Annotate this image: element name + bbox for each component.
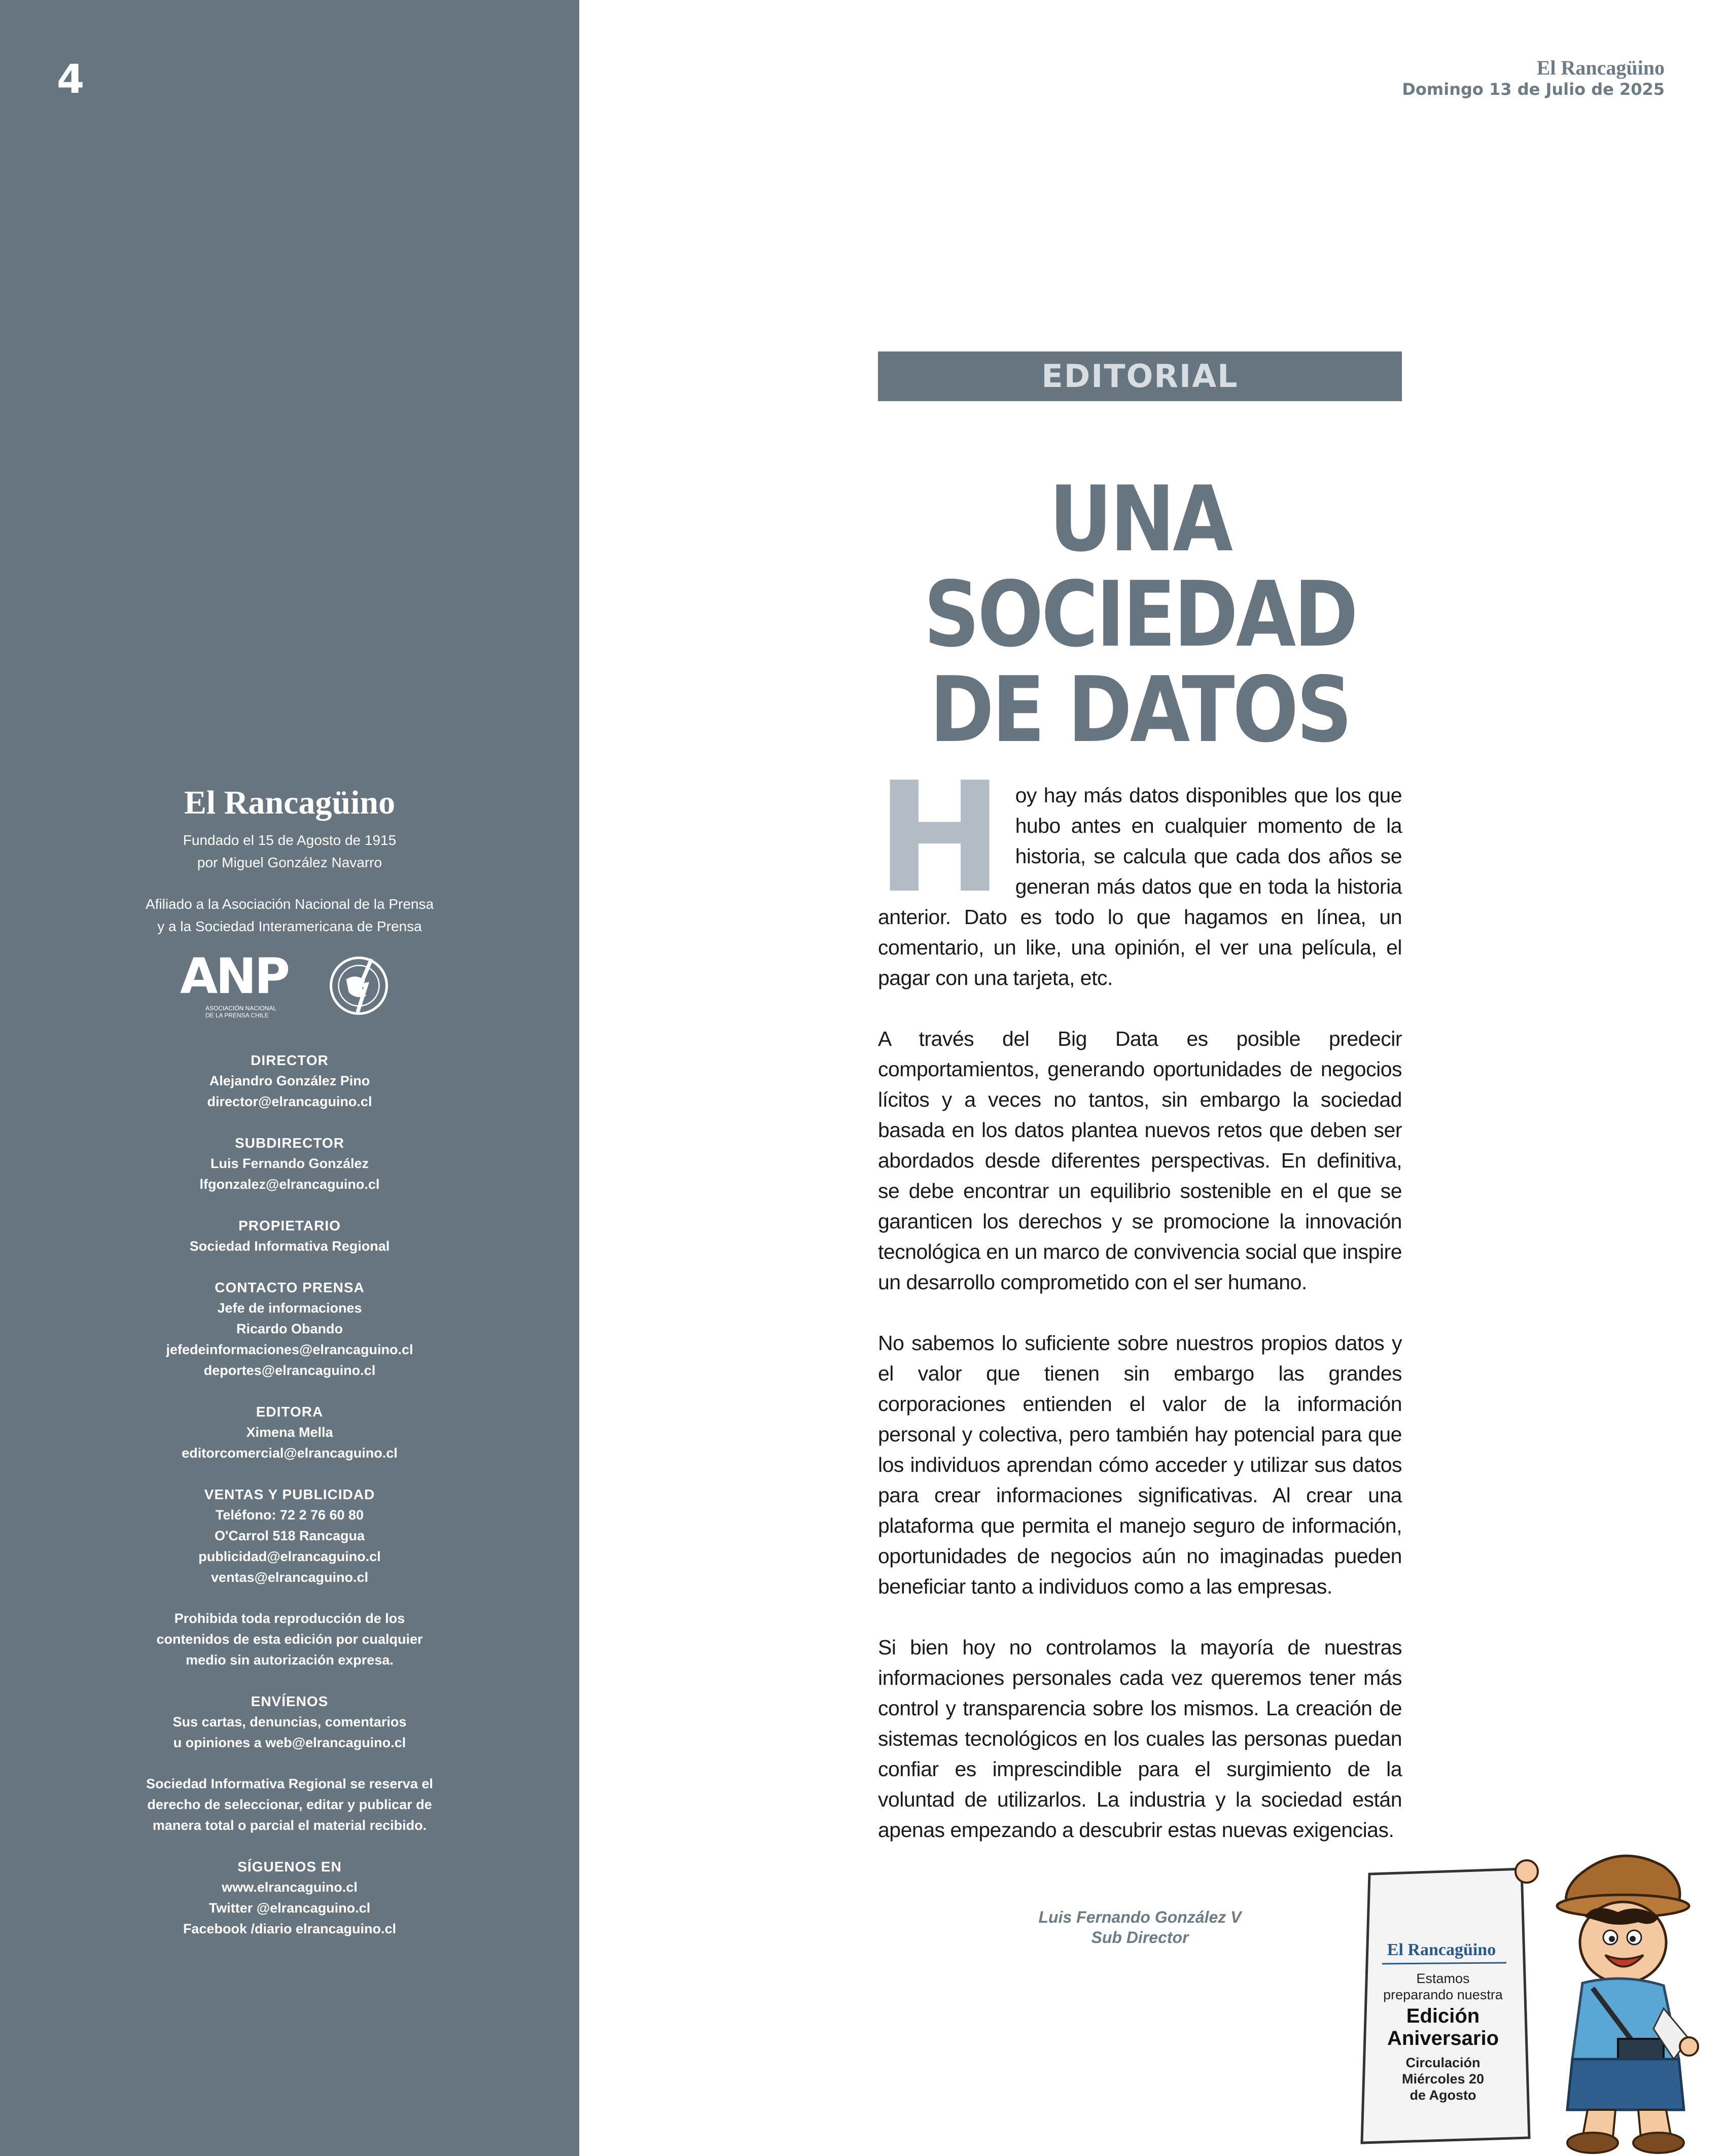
editor-label: EDITORA xyxy=(256,1404,324,1420)
promo-line-1: Estamos xyxy=(1416,1971,1470,1986)
masthead-block xyxy=(0,784,579,1034)
headline-line-1: UNA SOCIEDAD xyxy=(924,467,1356,667)
rights-line-3: manera total o parcial el material recibido. xyxy=(152,1818,427,1833)
director-email: director@elrancaguino.cl xyxy=(207,1094,372,1109)
paragraph-2: A través del Big Data es posible predecir comportamientos, generando oportunidades de negocios lícitos y a veces no tantos, sin embargo la sociedad basada en los datos plantea nuevos retos que deben ser abordados desde diferentes perspectivas. En definitiva, se debe encontrar un equilibrio sostenible en el que se garanticen los derechos y se promocione la innovación tecnológica en un marco de convivencia social que inspire un desarrollo comprometido con el ser humano. xyxy=(878,1027,1402,1294)
affiliation-logos xyxy=(0,948,579,1034)
sales-email-2: ventas@elrancaguino.cl xyxy=(211,1570,368,1585)
sales-label: VENTAS Y PUBLICIDAD xyxy=(204,1487,375,1502)
affiliation-line-1: Afiliado a la Asociación Nacional de la Prensa xyxy=(145,896,434,912)
founder-text: por Miguel González Navarro xyxy=(197,855,382,870)
paragraph-4: Si bien hoy no controlamos la mayoría de nuestras informaciones personales cada vez queremos tener más control y transparencia sobre los mismos. La creación de sistemas tecnológicos en los cuales las personas puedan confiar es imprescindible para el surgimiento de la voluntad de utilizarlos. La industria y la sociedad están apenas empezando a descubrir estas nuevas exigencias. xyxy=(878,1636,1402,1842)
notice-line-3: medio sin autorización expresa. xyxy=(186,1652,394,1668)
sip-logo-icon xyxy=(327,954,391,1017)
page-number: 4 xyxy=(57,57,85,102)
headline-line-2: DE DATOS xyxy=(929,657,1350,762)
byline-name: Luis Fernando González V xyxy=(1038,1908,1242,1926)
rights-line-1: Sociedad Informativa Regional se reserva el xyxy=(146,1776,433,1791)
promo-line-6: Miércoles 20 xyxy=(1401,2071,1485,2087)
drop-cap: H xyxy=(876,750,1003,927)
subdirector-name: Luis Fernando González xyxy=(210,1156,369,1171)
sales-address: O'Carrol 518 Rancagua xyxy=(214,1528,365,1543)
follow-facebook: Facebook /diario elrancaguino.cl xyxy=(183,1921,397,1936)
anp-logo-caption: ASOCIACIÓN NACIONAL DE LA PRENSA CHILE xyxy=(205,1005,276,1019)
follow-web: www.elrancaguino.cl xyxy=(222,1880,358,1895)
byline-role: Sub Director xyxy=(1091,1928,1189,1947)
owner-name: Sociedad Informativa Regional xyxy=(189,1239,390,1254)
article-body xyxy=(876,750,1402,1876)
anniversary-promo-illustration xyxy=(1354,1846,1709,2156)
masthead-title: El Rancagüino xyxy=(184,784,396,821)
follow-twitter: Twitter @elrancaguino.cl xyxy=(208,1900,371,1916)
promo-line-7: de Agosto xyxy=(1410,2088,1476,2103)
rights-line-2: derecho de seleccionar, editar y publicar de xyxy=(147,1797,432,1812)
subdirector-email: lfgonzalez@elrancaguino.cl xyxy=(199,1177,380,1192)
press-email-2: deportes@elrancaguino.cl xyxy=(203,1363,376,1378)
founded-text: Fundado el 15 de Agosto de 1915 xyxy=(183,832,397,848)
press-role: Jefe de informaciones xyxy=(217,1300,362,1316)
notice-line-2: contenidos de esta edición por cualquier xyxy=(156,1632,423,1647)
editor-name: Ximena Mella xyxy=(246,1425,333,1440)
page-header xyxy=(1402,56,1665,99)
press-email-1: jefedeinformaciones@elrancaguino.cl xyxy=(166,1342,413,1357)
owner-label: PROPIETARIO xyxy=(238,1218,341,1233)
promo-line-3: Edición xyxy=(1406,2005,1480,2027)
send-label: ENVÍENOS xyxy=(251,1693,329,1709)
send-line-1: Sus cartas, denuncias, comentarios xyxy=(172,1714,407,1729)
anp-logo: ANP xyxy=(180,948,288,1005)
article-headline xyxy=(914,467,1365,762)
staff-box xyxy=(0,1050,579,1960)
paragraph-1-text: oy hay más datos disponibles que los que hubo antes en cualquier momento de la historia, se calcula que cada dos años se generan más datos que en toda la historia anterior. Dato es todo lo que hagamos en línea, un comentario, un like, una opinión, el ver una película, el pagar con una tarjeta, etc. xyxy=(878,784,1402,989)
header-paper-name: El Rancagüino xyxy=(1536,56,1665,79)
promo-line-4: Aniversario xyxy=(1387,2027,1499,2049)
promo-paper-name: El Rancagüino xyxy=(1387,1940,1496,1959)
sidebar xyxy=(0,0,579,2156)
affiliation-line-2: y a la Sociedad Interamericana de Prensa xyxy=(157,918,422,934)
promo-line-2: preparando nuestra xyxy=(1383,1987,1503,2002)
sales-email-1: publicidad@elrancaguino.cl xyxy=(198,1549,381,1564)
send-line-2: u opiniones a web@elrancaguino.cl xyxy=(173,1735,406,1750)
header-date: Domingo 13 de Julio de 2025 xyxy=(1402,80,1665,99)
director-label: DIRECTOR xyxy=(251,1052,329,1068)
sales-phone: Teléfono: 72 2 76 60 80 xyxy=(215,1507,364,1523)
press-name: Ricardo Obando xyxy=(236,1321,343,1336)
paragraph-3: No sabemos lo suficiente sobre nuestros propios datos y el valor que tienen sin embargo las grandes corporaciones entienden el valor de la información personal y colectiva, pero también hay potencial para que los individuos aprendan cómo acceder y utilizar sus datos para crear informaciones significativas. Al crear una plataforma que permita el manejo seguro de información, oportunidades de negocios aún no imaginadas pueden beneficiar tanto a individuos como a las empresas. xyxy=(878,1331,1402,1598)
notice-line-1: Prohibida toda reproducción de los xyxy=(174,1611,405,1626)
press-label: CONTACTO PRENSA xyxy=(215,1280,365,1295)
editor-email: editorcomercial@elrancaguino.cl xyxy=(182,1445,398,1461)
promo-line-5: Circulación xyxy=(1405,2055,1481,2070)
section-label: EDITORIAL xyxy=(878,351,1402,401)
paragraph-1 xyxy=(876,750,1402,993)
director-name: Alejandro González Pino xyxy=(209,1073,370,1088)
subdirector-label: SUBDIRECTOR xyxy=(235,1135,344,1151)
follow-label: SÍGUENOS EN xyxy=(237,1859,342,1875)
byline xyxy=(878,1907,1402,1948)
